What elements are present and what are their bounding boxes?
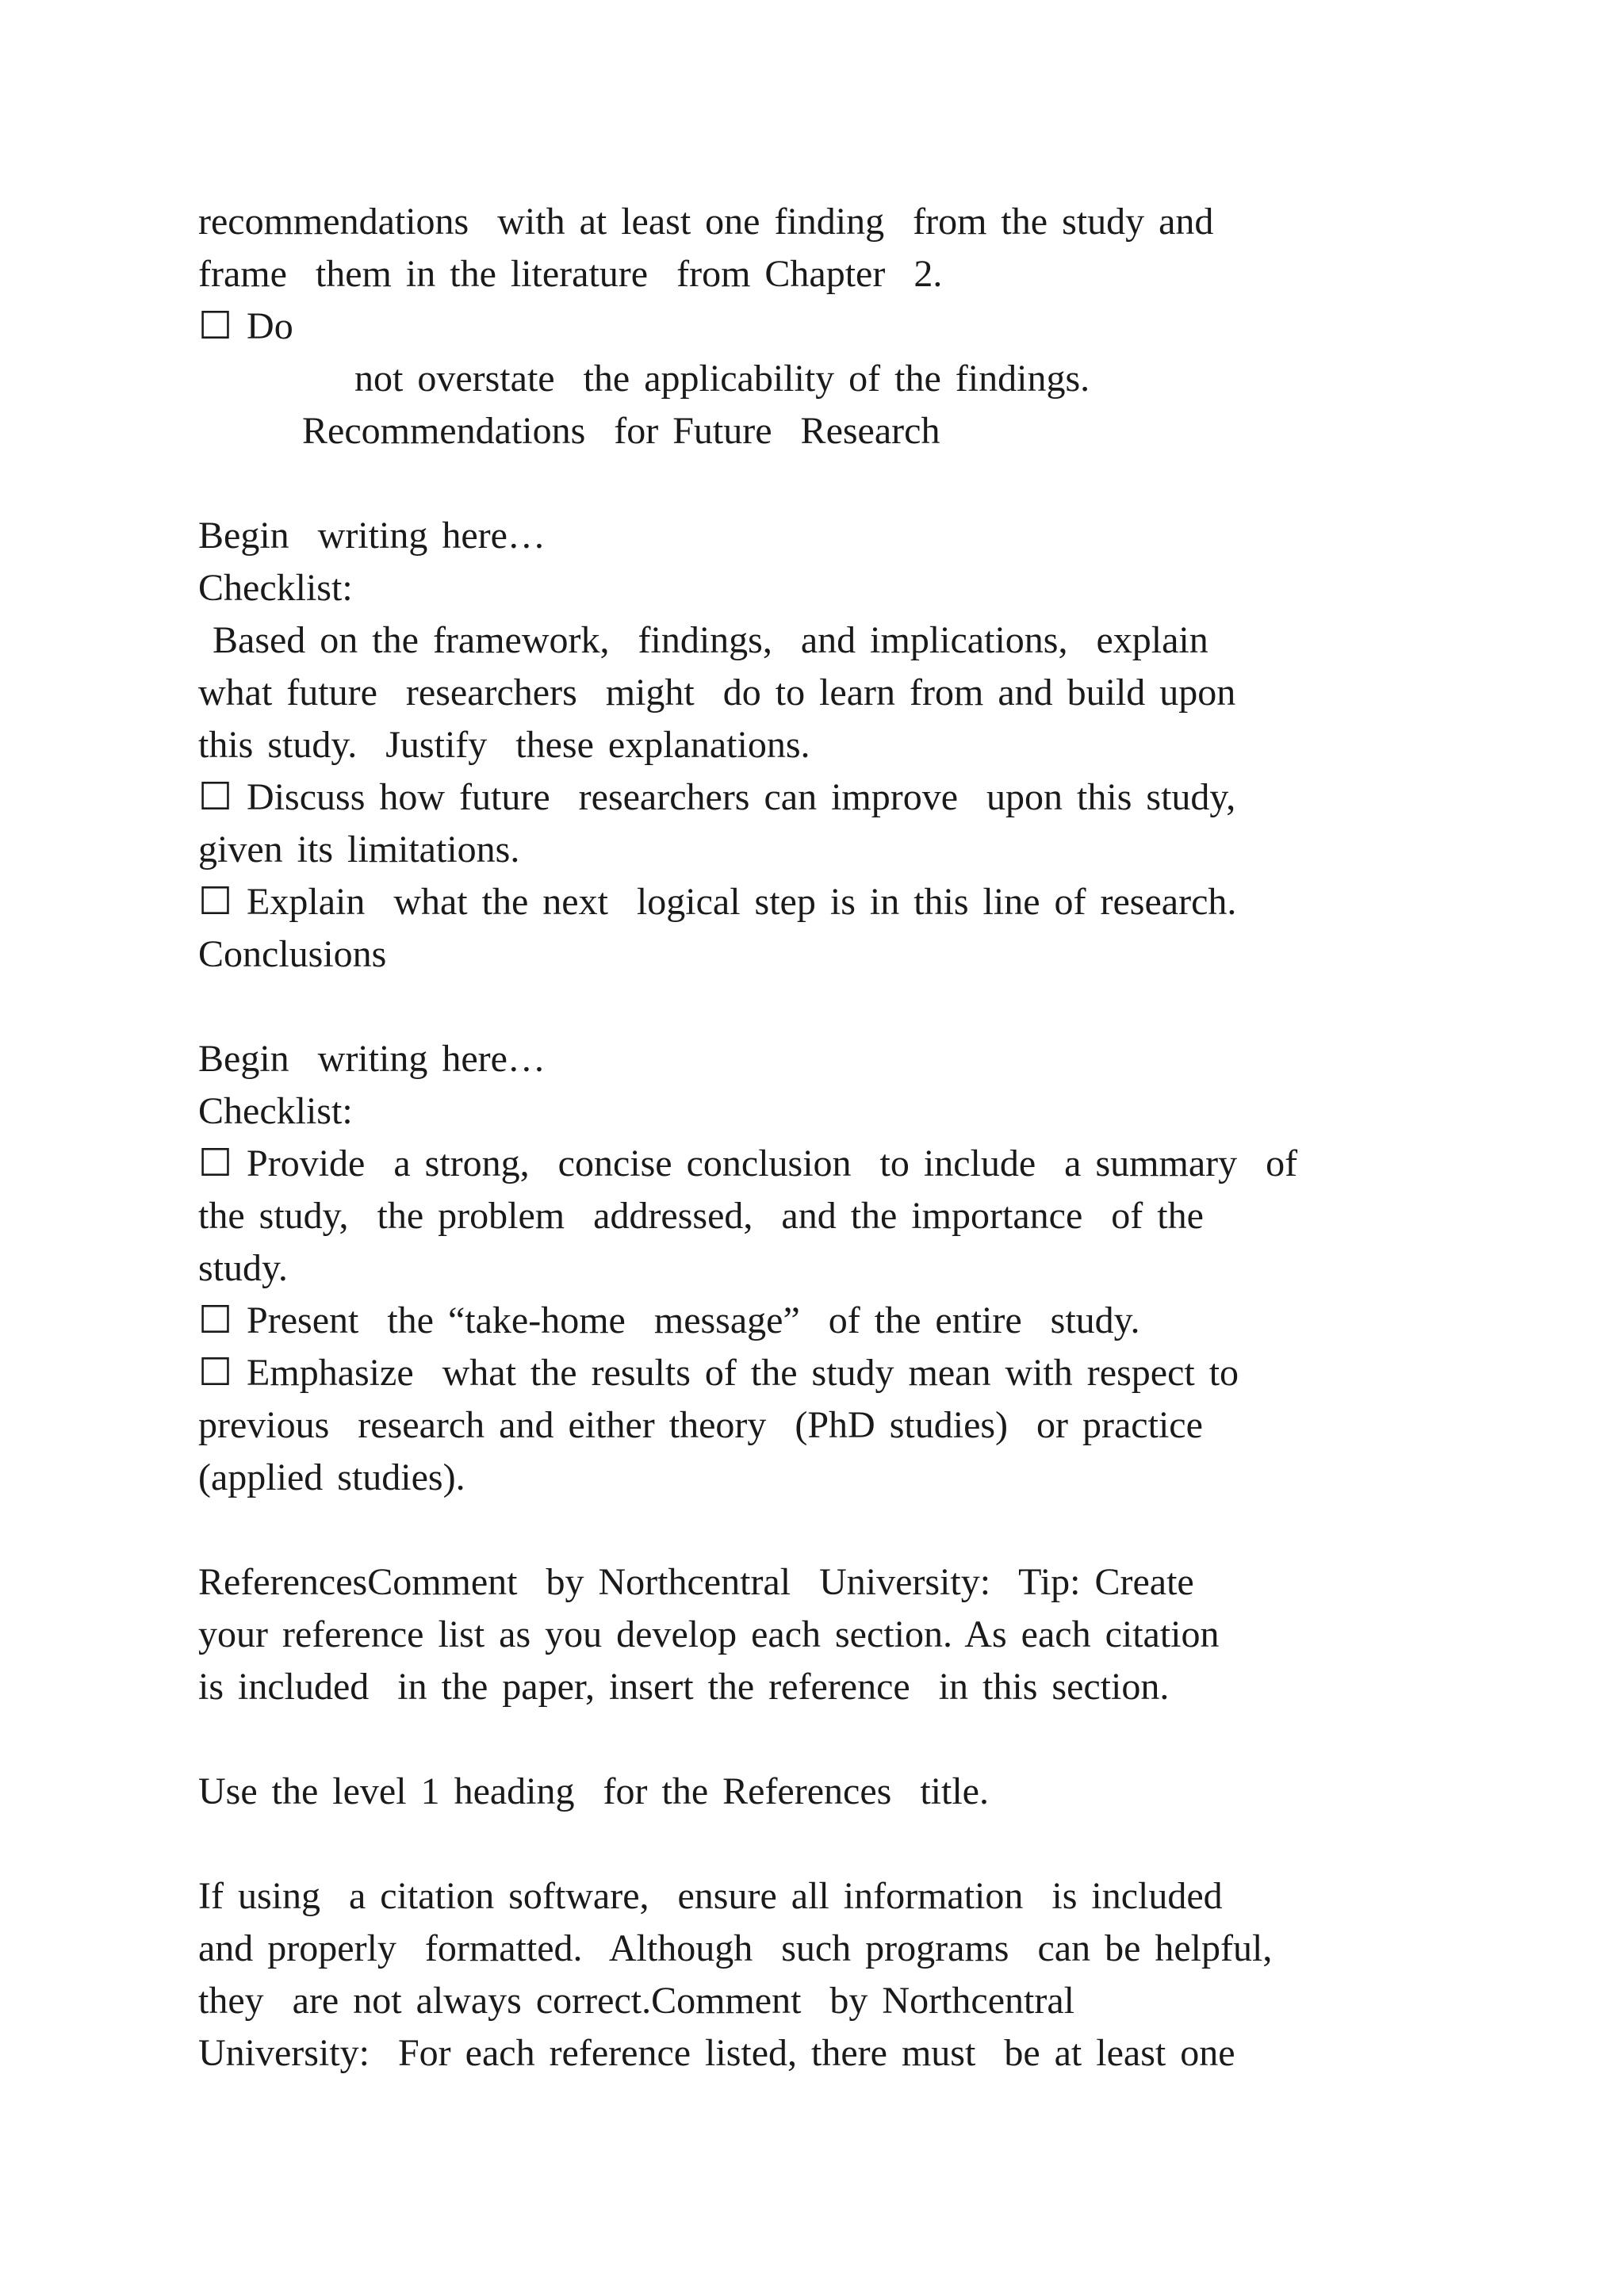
text-line: this study. Justify these explanations.: [198, 724, 810, 766]
section-heading: ReferencesComment by Northcentral University: Tip: Create: [198, 1561, 1194, 1603]
text-line: Use the level 1 heading for the References title.: [198, 1770, 989, 1812]
checklist-label: Checklist:: [198, 567, 353, 609]
checklist-item: ☐ Do: [198, 305, 293, 347]
text-line: not overstate the applicability of the findings.: [354, 358, 1090, 400]
text-line: recommendations with at least one finding from the study and: [198, 201, 1214, 243]
checklist-label: Checklist:: [198, 1090, 353, 1132]
text-line: previous research and either theory (PhD studies) or practice: [198, 1404, 1203, 1446]
text-line: your reference list as you develop each section. As each citation: [198, 1613, 1220, 1655]
text-line: If using a citation software, ensure all information is included: [198, 1875, 1223, 1917]
text-line: University: For each reference listed, there must be at least one: [198, 2032, 1235, 2074]
text-line: and properly formatted. Although such programs can be helpful,: [198, 1927, 1273, 1969]
placeholder-text: Begin writing here…: [198, 515, 546, 557]
section-heading: Conclusions: [198, 933, 387, 975]
checklist-item: Based on the framework, findings, and implications, explain: [198, 619, 1208, 661]
text-line: the study, the problem addressed, and the importance of the: [198, 1195, 1204, 1237]
checklist-item: ☐ Explain what the next logical step is in this line of research.: [198, 881, 1237, 923]
checklist-item: ☐ Provide a strong, concise conclusion to include a summary of: [198, 1142, 1298, 1184]
section-heading: Recommendations for Future Research: [302, 410, 940, 452]
text-line: they are not always correct.Comment by Northcentral: [198, 1980, 1074, 2022]
checklist-item: ☐ Emphasize what the results of the study mean with respect to: [198, 1352, 1239, 1394]
placeholder-text: Begin writing here…: [198, 1038, 546, 1080]
checklist-item: ☐ Discuss how future researchers can improve upon this study,: [198, 776, 1236, 818]
checklist-item: ☐ Present the “take-home message” of the entire study.: [198, 1299, 1140, 1341]
text-line: what future researchers might do to learn from and build upon: [198, 672, 1236, 714]
text-line: given its limitations.: [198, 828, 520, 871]
text-line: (applied studies).: [198, 1456, 465, 1498]
text-line: is included in the paper, insert the reference in this section.: [198, 1666, 1170, 1708]
text-line: study.: [198, 1247, 288, 1289]
text-line: frame them in the literature from Chapter 2.: [198, 253, 943, 295]
